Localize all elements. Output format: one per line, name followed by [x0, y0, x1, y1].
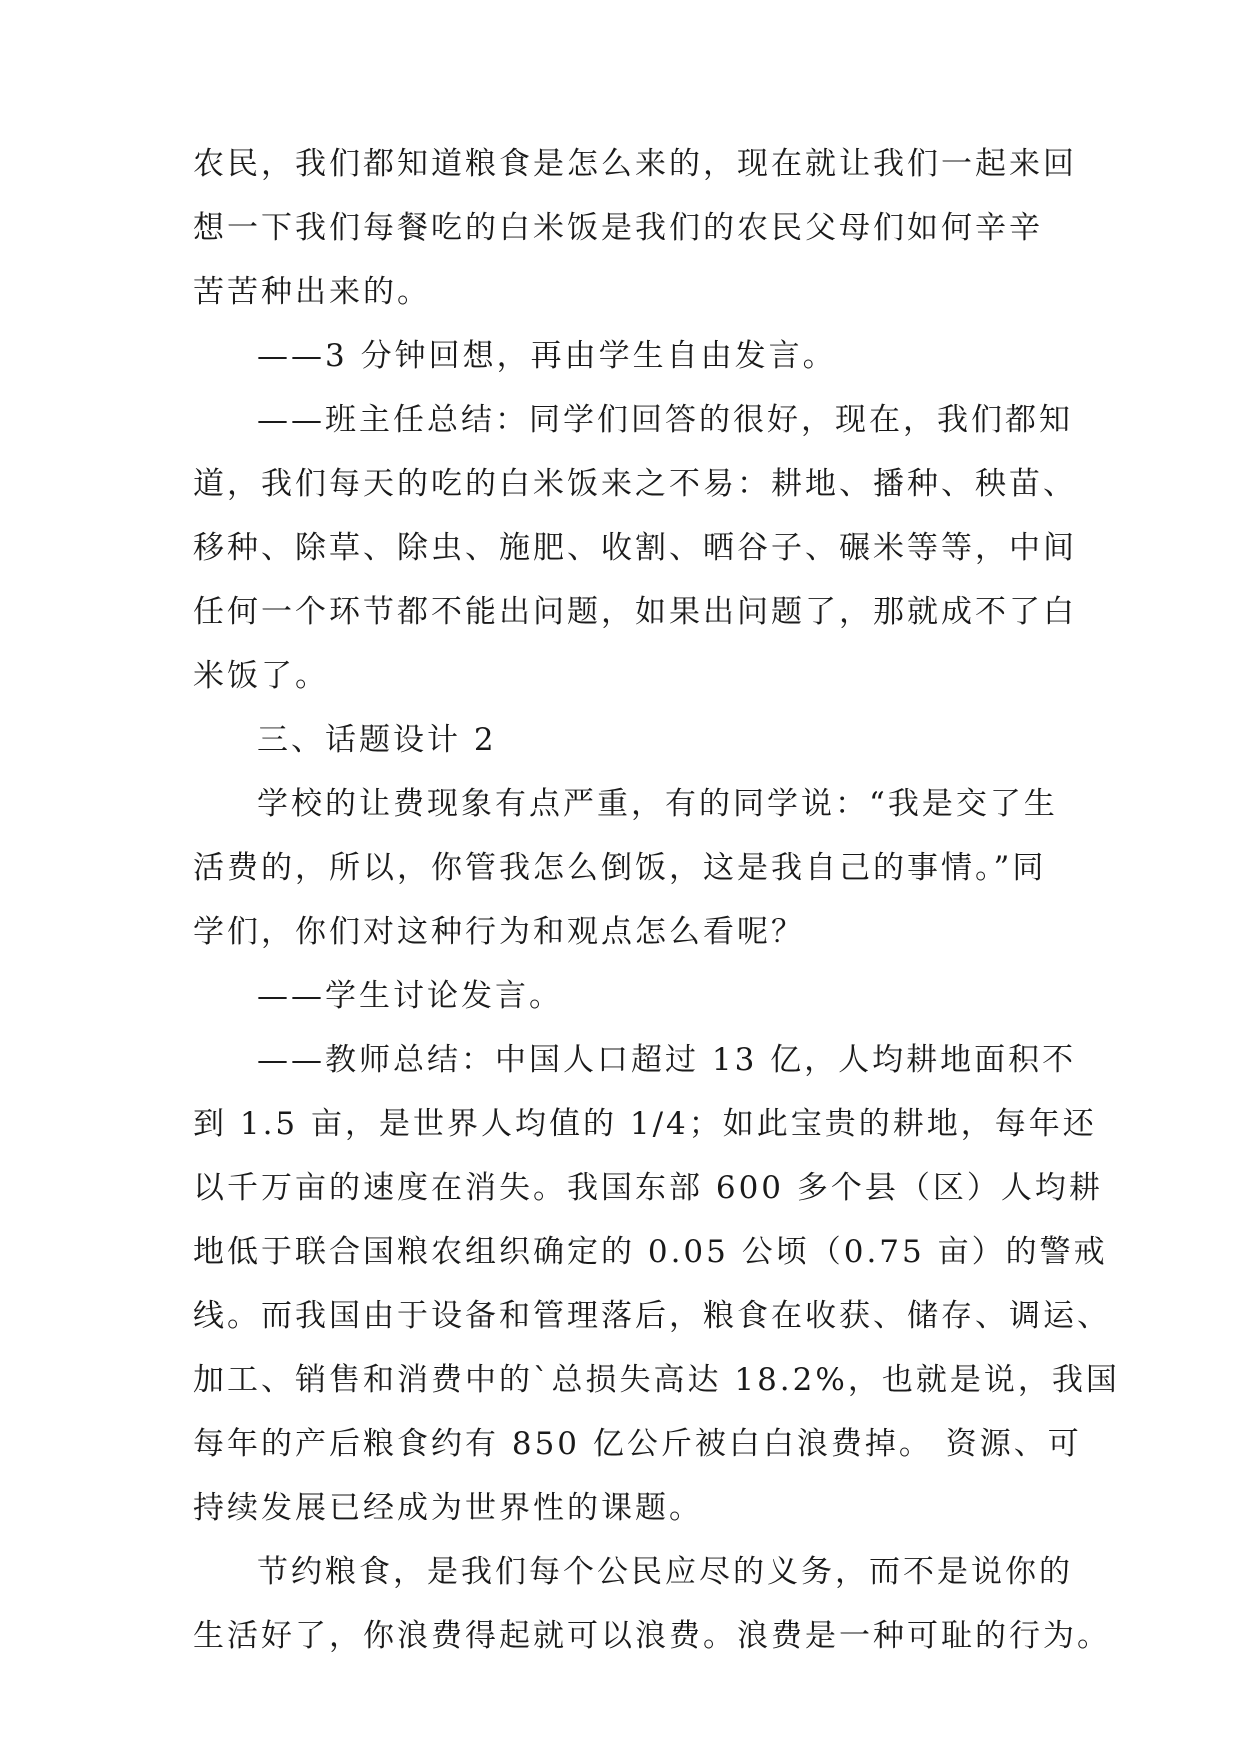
text-line: 地低于联合国粮农组织确定的 0.05 公顷（0.75 亩）的警戒	[193, 1234, 1108, 1270]
text-line: 任何一个环节都不能出问题，如果出问题了，那就成不了白	[193, 594, 1077, 630]
text-line: ——学生讨论发言。	[257, 978, 563, 1014]
text-line: ——教师总结：中国人口超过 13 亿，人均耕地面积不	[257, 1042, 1077, 1078]
text-line: 学们，你们对这种行为和观点怎么看呢？	[193, 914, 805, 950]
text-line: 活费的，所以，你管我怎么倒饭，这是我自己的事情。”同	[193, 850, 1047, 886]
text-line: 加工、销售和消费中的`总损失高达 18.2%，也就是说，我国	[193, 1362, 1120, 1398]
text-line: ——班主任总结：同学们回答的很好，现在，我们都知	[257, 402, 1073, 438]
text-line: 想一下我们每餐吃的白米饭是我们的农民父母们如何辛辛	[193, 210, 1043, 246]
text-line: 移种、除草、除虫、施肥、收割、晒谷子、碾米等等，中间	[193, 530, 1077, 566]
text-line: 到 1.5 亩，是世界人均值的 1/4；如此宝贵的耕地，每年还	[193, 1106, 1097, 1142]
text-line: 米饭了。	[193, 658, 329, 694]
text-line: 农民，我们都知道粮食是怎么来的，现在就让我们一起来回	[193, 146, 1077, 182]
text-line: 学校的让费现象有点严重，有的同学说：“我是交了生	[257, 786, 1058, 822]
text-line: 苦苦种出来的。	[193, 274, 431, 310]
text-line: 道，我们每天的吃的白米饭来之不易：耕地、播种、秧苗、	[193, 466, 1077, 502]
text-line: ——3 分钟回想，再由学生自由发言。	[257, 338, 837, 374]
section-heading: 三、话题设计 2	[257, 722, 497, 758]
text-line: 线。而我国由于设备和管理落后，粮食在收获、储存、调运、	[193, 1298, 1111, 1334]
text-line: 以千万亩的速度在消失。我国东部 600 多个县（区）人均耕	[193, 1170, 1103, 1206]
text-line: 每年的产后粮食约有 850 亿公斤被白白浪费掉。 资源、可	[193, 1426, 1082, 1462]
document-body	[193, 132, 1120, 1668]
text-line: 生活好了，你浪费得起就可以浪费。浪费是一种可耻的行为。	[193, 1618, 1111, 1654]
text-line: 节约粮食，是我们每个公民应尽的义务，而不是说你的	[257, 1554, 1073, 1590]
text-line: 持续发展已经成为世界性的课题。	[193, 1490, 703, 1526]
